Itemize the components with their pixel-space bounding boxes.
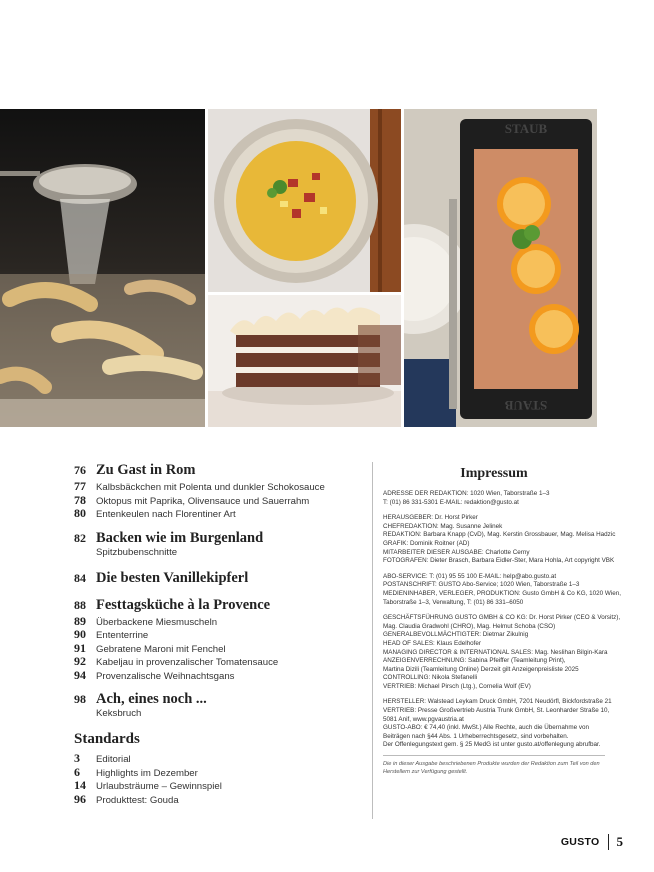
section-heading[interactable]: Backen wie im Burgenland <box>96 529 264 546</box>
toc-item[interactable]: Gebratene Maroni mit Fenchel <box>96 643 226 655</box>
page-number: 91 <box>74 640 86 655</box>
section-subtitle: Keksbruch <box>96 708 142 719</box>
toc-item[interactable]: Ententerrine <box>96 630 149 641</box>
impressum-line: HERAUSGEBER: Dr. Horst Pirker <box>383 514 478 522</box>
impressum-block <box>383 490 605 507</box>
impressum-line: Taborstraße 1–3, Verwaltung, T: (01) 86 331–6050 <box>383 598 524 606</box>
impressum-line: REDAKTION: Barbara Knapp (CvD), Mag. Kerstin Grossbauer, Mag. Melisa Hadzic <box>383 531 616 539</box>
impressum-line: MEDIENINHABER, VERLEGER, PRODUKTION: Gusto GmbH & Co KG, 1020 Wien, <box>383 589 621 597</box>
page-number: 14 <box>74 778 86 792</box>
impressum-line: T: (01) 86 331-5301 E-MAIL: redaktion@gusto.at <box>383 498 519 506</box>
impressum-line: MITARBEITER DIESER AUSGABE: Charlotte Cerny <box>383 548 530 556</box>
impressum-line: HERSTELLER: Walstead Leykam Druck GmbH, 7201 Neudörfl, Bickfordstraße 21 <box>383 698 612 706</box>
page-number-footer: 5 <box>616 834 623 849</box>
impressum-block <box>383 514 616 566</box>
toc-item[interactable]: Kabeljau in provenzalischer Tomatensauce <box>96 657 279 668</box>
section-subtitle: Spitzbubenschnitte <box>96 546 178 558</box>
page-number: 78 <box>74 492 86 507</box>
impressum-line: Beiträgen nach §44 Abs. 1 Urheberrechtsgesetz, sind vorbehalten. <box>383 732 569 740</box>
footer-separator <box>608 834 609 850</box>
page-number: 92 <box>74 654 86 668</box>
page-number: 3 <box>74 751 80 765</box>
staub-lettering: STAUB <box>504 121 548 136</box>
page-number: 96 <box>74 791 86 806</box>
page-footer <box>561 834 623 850</box>
page-number: 76 <box>74 463 86 477</box>
section-heading[interactable]: Die besten Vanillekipferl <box>96 569 249 586</box>
impressum-line: Martina Dizili (Teamleitung Online) Derzeit gilt Anzeigenpreisliste 2025 <box>383 665 579 673</box>
impressum-line: VERTRIEB: Michael Pirsch (Ltg.), Cornelia Wolf (EV) <box>383 682 531 690</box>
page-number: 88 <box>74 597 86 612</box>
impressum-line: HEAD OF SALES: Klaus Edelhofer <box>383 639 481 647</box>
page-number: 94 <box>74 667 86 682</box>
toc-section <box>74 691 364 721</box>
page-number: 98 <box>74 692 86 706</box>
impressum-block <box>383 614 621 691</box>
standards-heading: Standards <box>74 731 140 747</box>
section-heading[interactable]: Festtagsküche à la Provence <box>96 596 271 613</box>
toc-item[interactable]: Überbackene Miesmuscheln <box>96 616 218 628</box>
page-number: 80 <box>74 506 86 520</box>
photo-sifting-sugar <box>0 109 205 427</box>
impressum-line: ADRESSE DER REDAKTION: 1020 Wien, Taborstraße 1–3 <box>383 490 550 497</box>
impressum-rule <box>383 755 605 756</box>
page-number: 77 <box>74 479 86 493</box>
photo-meringue-cake <box>208 295 401 427</box>
impressum-line: ABO-SERVICE: T: (01) 95 55 100 E-MAIL: help@abo.gusto.at <box>383 572 557 580</box>
impressum-line: GUSTO-ABO: € 74,40 (inkl. MwSt.) Alle Rechte, auch die Übernahme von <box>383 724 590 732</box>
page-number: 89 <box>74 613 86 628</box>
impressum-block <box>383 572 621 607</box>
impressum-line: FOTOGRAFEN: Dieter Brasch, Barbara Eidler-Ster, Mara Hohla, Art copyright VBK <box>383 557 615 565</box>
standards-item[interactable]: Produkttest: Gouda <box>96 794 179 806</box>
impressum-line: CHEFREDAKTION: Mag. Susanne Jelinek <box>383 522 503 530</box>
toc-section <box>74 570 364 587</box>
impressum-line: 5081 Anif, www.pgvaustria.at <box>383 715 464 723</box>
toc-item[interactable]: Provenzalische Weihnachtsgans <box>96 670 235 682</box>
svg-text:STAUB: STAUB <box>504 398 548 413</box>
impressum-note <box>383 760 605 776</box>
photo-polenta-soup <box>208 109 401 292</box>
page-number: 84 <box>74 570 86 585</box>
impressum-title: Impressum <box>460 466 528 481</box>
impressum-line: MANAGING DIRECTOR & INTERNATIONAL SALES: Mag. Neslihan Bilgin-Kara <box>383 648 608 656</box>
impressum-line: Der Offenlegungstext gem. § 25 MedG ist unter gusto.at/offenlegung abrufbar. <box>383 741 601 749</box>
impressum-line: CONTROLLING: Nikola Stefanelli <box>383 674 478 682</box>
column-divider <box>372 462 373 819</box>
toc-section <box>74 530 364 560</box>
impressum <box>383 466 621 776</box>
toc-item[interactable]: Entenkeulen nach Florentiner Art <box>96 509 236 520</box>
impressum-line: GENERALBEVOLLMÄCHTIGTER: Dietmar Zikulnig <box>383 631 529 639</box>
impressum-note-line: Herstellern zur Verfügung gestellt. <box>383 769 468 776</box>
impressum-line: GESCHÄFTSFÜHRUNG GUSTO GMBH & CO KG: Dr. Horst Pirker (CEO & Vorsitz), <box>383 614 621 622</box>
toc-item[interactable]: Kalbsbäckchen mit Polenta und dunkler Schokosauce <box>96 482 325 493</box>
page-number: 6 <box>74 764 80 779</box>
impressum-note-line: Die in dieser Ausgabe beschriebenen Produkte wurden der Redaktion zum Teil von den <box>383 761 600 768</box>
brand-logo: GUSTO <box>560 836 600 848</box>
photo-terrine-staub <box>404 109 597 427</box>
section-heading[interactable]: Ach, eines noch ... <box>96 691 207 707</box>
page-number: 90 <box>74 627 86 641</box>
impressum-line: VERTRIEB: Presse Großvertrieb Austria Trunk GmbH, St. Leonharder Straße 10, <box>383 707 610 715</box>
toc-section <box>74 597 364 682</box>
table-of-contents <box>74 462 364 805</box>
standards-item[interactable]: Highlights im Dezember <box>96 767 198 779</box>
photo-strip <box>0 109 654 427</box>
page-number: 82 <box>74 530 86 545</box>
toc-section <box>74 462 364 520</box>
standards-item[interactable]: Editorial <box>96 754 131 765</box>
impressum-line: Mag. Claudia Gradwohl (CHRO), Mag. Helmut Schoba (CSO) <box>383 622 556 630</box>
impressum-block <box>383 698 612 750</box>
impressum-line: POSTANSCHRIFT: GUSTO Abo-Service; 1020 Wien, Taborstraße 1–3 <box>383 581 580 589</box>
section-heading[interactable]: Zu Gast in Rom <box>96 462 196 478</box>
impressum-line: ANZEIGENVERRECHNUNG: Sabina Pfeiffer (Teamleitung Print), <box>383 657 566 665</box>
toc-item[interactable]: Oktopus mit Paprika, Olivensauce und Sauerrahm <box>96 495 310 507</box>
impressum-line: GRAFIK: Dominik Roitner (AD) <box>383 539 470 547</box>
standards-item[interactable]: Urlaubsträume – Gewinnspiel <box>96 781 222 792</box>
